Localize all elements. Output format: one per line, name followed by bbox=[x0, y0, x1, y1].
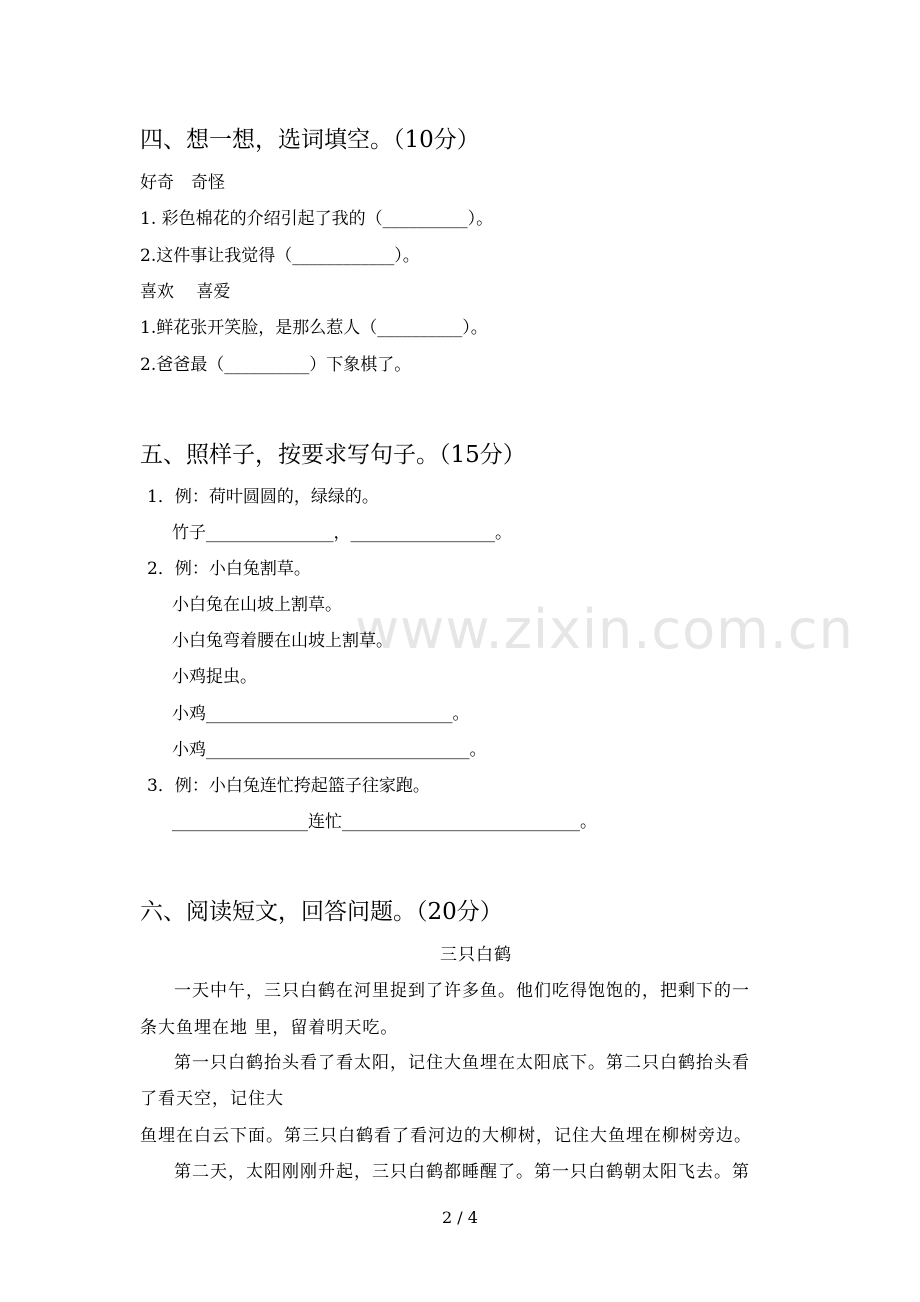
section5-example-2-line-a: 小白兔在山坡上割草。 bbox=[172, 595, 342, 615]
section5-example-2: 2．例：小白兔割草。 bbox=[147, 559, 311, 579]
section4-question-2: 2.这件事让我觉得（____________）。 bbox=[140, 246, 420, 266]
article-paragraph-2c: 鱼埋在白云下面。第三只白鹤看了看河边的大柳树，记住大鱼埋在柳树旁边。 bbox=[140, 1126, 752, 1146]
section6-heading: 六、阅读短文，回答问题。（20分） bbox=[140, 899, 503, 925]
section5-heading: 五、照样子，按要求写句子。（15分） bbox=[140, 442, 526, 468]
section4-question-3: 1.鲜花张开笑脸，是那么惹人（__________）。 bbox=[140, 318, 488, 338]
article-paragraph-2b: 了看天空，记住大 bbox=[140, 1089, 284, 1109]
watermark: www.zixin.com.cn bbox=[355, 598, 854, 661]
section5-example-3: 3．例：小白兔连忙挎起篮子往家跑。 bbox=[147, 776, 430, 796]
section4-word-group-2: 喜欢 喜爱 bbox=[140, 282, 231, 302]
section5-example-2-line-c: 小鸡捉虫。 bbox=[172, 667, 257, 687]
section5-example-3-blank: ________________连忙____________________________。 bbox=[172, 812, 597, 832]
section4-heading: 四、想一想，选词填空。（10分） bbox=[140, 127, 480, 153]
section5-example-2-line-b: 小白兔弯着腰在山坡上割草。 bbox=[172, 631, 393, 651]
section5-example-1: 1．例：荷叶圆圆的，绿绿的。 bbox=[147, 487, 379, 507]
section5-example-2-blank-1: 小鸡_____________________________。 bbox=[172, 704, 470, 724]
article-paragraph-1a: 一天中午，三只白鹤在河里捉到了许多鱼。他们吃得饱饱的，把剩下的一 bbox=[174, 981, 750, 1001]
section4-question-4: 2.爸爸最（__________）下象棋了。 bbox=[140, 355, 412, 375]
page-number: 2 / 4 bbox=[442, 1208, 478, 1227]
section4-word-group-1: 好奇 奇怪 bbox=[140, 173, 225, 193]
article-paragraph-2a: 第一只白鹤抬头看了看太阳，记住大鱼埋在太阳底下。第二只白鹤抬头看 bbox=[174, 1053, 750, 1073]
article-paragraph-1b: 条大鱼埋在地 里，留着明天吃。 bbox=[140, 1018, 399, 1038]
article-paragraph-3a: 第二天，太阳刚刚升起，三只白鹤都睡醒了。第一只白鹤朝太阳飞去。第 bbox=[174, 1162, 750, 1182]
section4-question-1: 1. 彩色棉花的介绍引起了我的（__________）。 bbox=[140, 209, 494, 229]
section5-example-1-blank: 竹子_______________，_________________。 bbox=[172, 523, 512, 543]
section5-example-2-blank-2: 小鸡_______________________________。 bbox=[172, 740, 487, 760]
article-title: 三只白鹤 bbox=[440, 945, 512, 965]
